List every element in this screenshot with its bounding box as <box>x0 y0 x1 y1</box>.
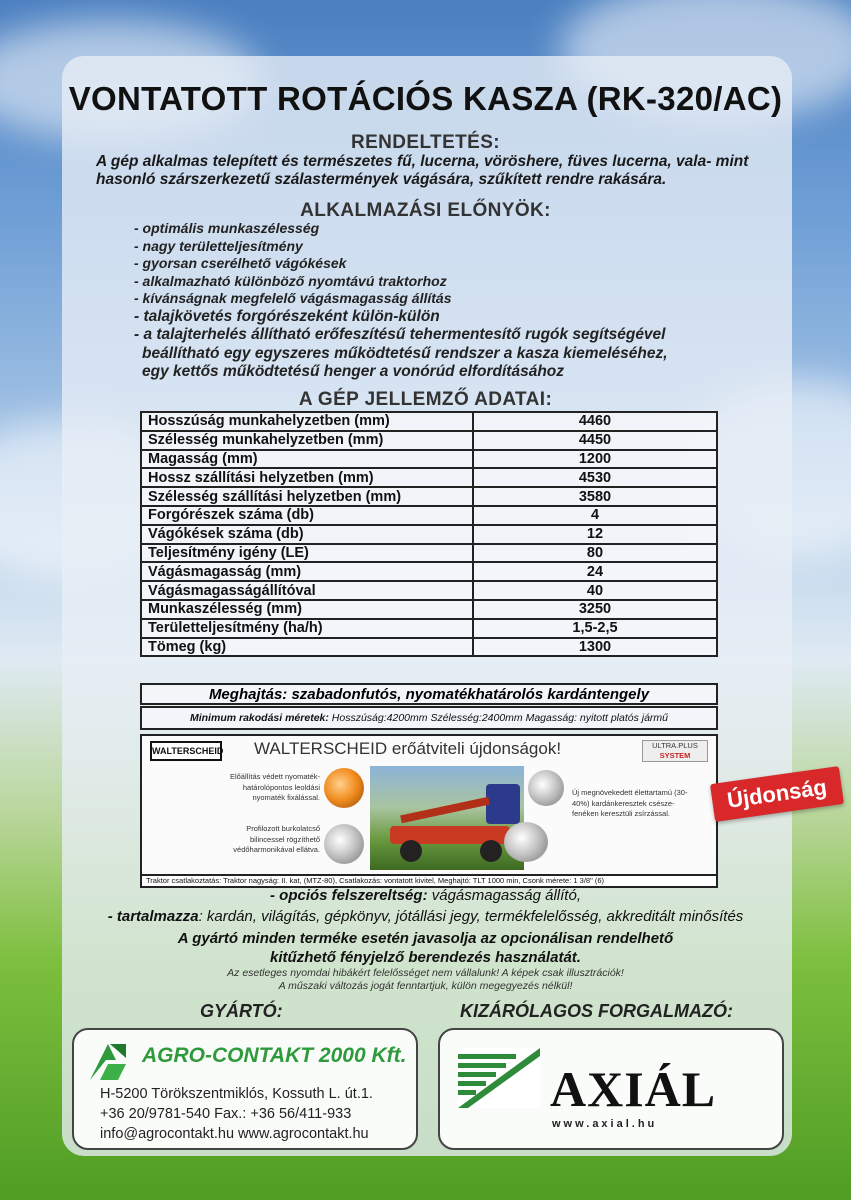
advantages-list <box>134 220 774 382</box>
cross-joint-image <box>528 770 564 806</box>
advantages-heading: ALKALMAZÁSI ELŐNYÖK: <box>300 200 551 221</box>
spec-label: Vágókések száma (db) <box>141 525 473 544</box>
includes-line <box>0 908 851 925</box>
specs-heading: A GÉP JELLEMZŐ ADATAI: <box>298 389 553 410</box>
joint-parts-image <box>504 822 548 862</box>
spec-row <box>141 431 717 450</box>
spec-row <box>141 600 717 619</box>
spec-row <box>141 525 717 544</box>
manufacturer-heading: GYÁRTÓ: <box>200 1001 283 1021</box>
wheel-shape <box>480 840 502 862</box>
spec-row <box>141 506 717 525</box>
spec-value: 3580 <box>473 487 717 506</box>
drive-info: Meghajtás: szabadonfutós, nyomatékhatárolós kardántengely <box>140 683 718 705</box>
walterscheid-note-2: Profilozott burkolatcső bilincessel rögzíthető védőharmonikával ellátva. <box>233 824 320 854</box>
page-title: VONTATOTT ROTÁCIÓS KASZA (RK-320/AC) <box>68 80 783 117</box>
advantage-item: - kívánságnak megfelelő vágásmagasság állítás <box>134 290 452 306</box>
spec-value: 80 <box>473 544 717 563</box>
recommend-line: kitűzhető fényjelző berendezés használatát. <box>270 949 581 966</box>
spec-value: 4460 <box>473 412 717 431</box>
ultra-plus-badge <box>642 740 708 762</box>
recommendation <box>0 929 851 967</box>
badge-top: ULTRA.PLUS <box>652 741 698 750</box>
manufacturer-name: AGRO-CONTAKT 2000 Kft. <box>142 1044 407 1067</box>
distributor-url: www.axial.hu <box>552 1118 658 1130</box>
advantage-item: - optimális munkaszélesség <box>134 220 320 236</box>
min-dims-label: Minimum rakodási méretek: <box>189 712 329 724</box>
disclaimer <box>0 967 851 992</box>
manufacturer-phone: +36 20/9781-540 Fax.: +36 56/411-933 <box>100 1106 352 1122</box>
advantage-item: egy kettős működtetésű henger a vonórúd elfordításához <box>142 363 565 380</box>
spec-row <box>141 581 717 600</box>
spec-label: Vágásmagasságállítóval <box>141 581 473 600</box>
disclaimer-line: A műszaki változás jogát fenntartjuk, külön megegyezés nélkül! <box>278 979 573 992</box>
spec-row <box>141 450 717 469</box>
mower-photo <box>370 766 524 870</box>
agro-contakt-logo-icon <box>86 1040 130 1084</box>
spec-row <box>141 562 717 581</box>
torque-limiter-image <box>324 768 364 808</box>
spec-label: Szélesség munkahelyzetben (mm) <box>141 431 473 450</box>
walterscheid-headline: WALTERSCHEID erőátviteli újdonságok! <box>254 739 562 758</box>
spec-value: 12 <box>473 525 717 544</box>
walterscheid-note-3: Új megnövekedett élettartamú (30-40%) kardánkeresztek csésze- fenéken keresztüli zsírzással. <box>572 788 688 818</box>
recommend-line: A gyártó minden terméke esetén javasolja az opcionálisan rendelhető <box>177 930 674 947</box>
advantage-item: beállítható egy egyszeres működtetésű rendszer a kasza kiemeléséhez, <box>142 344 668 362</box>
includes-label: - tartalmazza <box>107 908 199 925</box>
distributor-heading: KIZÁRÓLAGOS FORGALMAZÓ: <box>460 1001 733 1021</box>
new-badge: Újdonság <box>710 766 844 822</box>
advantage-item: - talajkövetés forgórészeként külön-külön <box>134 307 440 325</box>
spec-label: Szélesség szállítási helyzetben (mm) <box>141 487 473 506</box>
spec-row <box>141 619 717 638</box>
wheel-shape <box>400 840 422 862</box>
walterscheid-ad <box>140 734 718 886</box>
mower-arm-shape <box>400 797 490 824</box>
spec-label: Hosszúság munkahelyzetben (mm) <box>141 412 473 431</box>
purpose-text: A gép alkalmas telepített és természetes fű, lucerna, vöröshere, füves lucerna, vala- mint hasonló szárszerkezetű szálastermények vágására, szűkített rendre rakására. <box>96 153 749 188</box>
spec-table <box>140 411 718 657</box>
axial-logo-icon <box>458 1048 540 1108</box>
advantage-item: - alkalmazható különböző nyomtávú traktorhoz <box>134 272 447 289</box>
spec-value: 40 <box>473 581 717 600</box>
optional-text: vágásmagasság állító, <box>427 887 581 904</box>
distributor-card <box>438 1028 784 1150</box>
distributor-name: AXIÁL <box>550 1061 717 1117</box>
spec-value: 4530 <box>473 468 717 487</box>
spec-value: 4 <box>473 506 717 525</box>
min-loading-dims <box>140 706 718 730</box>
tractor-connection-info: Traktor csatlakoztatás: Traktor nagyság: II. kat, (MTZ-80), Csatlakozás: vontatott kivitel, Meghajtó: TLT 1000 min, Csonk mérete: 1 3/8" (6) <box>140 874 718 888</box>
spec-label: Területteljesítmény (ha/h) <box>141 619 473 638</box>
spec-row <box>141 487 717 506</box>
height-value: nyitott platós jármű <box>579 712 669 724</box>
spec-value: 4450 <box>473 431 717 450</box>
manufacturer-card <box>72 1028 418 1150</box>
walterscheid-note-1: Előállítás védett nyomaték- határolópontos leoldási nyomaték fixálással. <box>229 772 320 802</box>
spec-row <box>141 638 717 657</box>
tractor-shape <box>486 784 520 824</box>
spec-label: Magasság (mm) <box>141 450 473 469</box>
manufacturer-address: H-5200 Törökszentmiklós, Kossuth L. út.1. <box>100 1086 373 1102</box>
spec-row <box>141 468 717 487</box>
includes-text: : kardán, világítás, gépkönyv, jótállási jegy, termékfelelősség, akkreditált minősítés <box>198 908 744 925</box>
width-label: Szélesség: <box>430 712 482 724</box>
spec-label: Tömeg (kg) <box>141 638 473 657</box>
width-value: 2400mm <box>481 712 523 724</box>
spec-value: 24 <box>473 562 717 581</box>
disclaimer-line: Az esetleges nyomdai hibákért felelősséget nem vállalunk! A képek csak illusztrációk! <box>227 967 624 979</box>
advantage-item: - gyorsan cserélhető vágókések <box>134 255 347 271</box>
spec-value: 3250 <box>473 600 717 619</box>
spec-label: Teljesítmény igény (LE) <box>141 544 473 563</box>
spec-value: 1300 <box>473 638 717 657</box>
walterscheid-logo: WALTERSCHEID <box>150 741 222 761</box>
spec-value: 1200 <box>473 450 717 469</box>
spec-value: 1,5-2,5 <box>473 619 717 638</box>
height-label: Magasság: <box>525 712 577 724</box>
spec-label: Munkaszélesség (mm) <box>141 600 473 619</box>
advantage-item: - a talajterhelés állítható erőfeszítésű tehermentesítő rugók segítségével <box>134 326 666 343</box>
purpose-heading: RENDELTETÉS: <box>350 132 501 153</box>
optional-label: - opciós felszereltség: <box>270 887 428 904</box>
spec-row <box>141 544 717 563</box>
spec-label: Hossz szállítási helyzetben (mm) <box>141 468 473 487</box>
length-value: 4200mm <box>386 712 428 724</box>
badge-bottom: SYSTEM <box>659 751 691 760</box>
spec-label: Vágásmagasság (mm) <box>141 562 473 581</box>
optional-equipment <box>0 887 851 904</box>
spec-label: Forgórészek száma (db) <box>141 506 473 525</box>
spec-row <box>141 412 717 431</box>
advantage-item: - nagy területteljesítmény <box>134 237 303 254</box>
length-label: Hosszúság: <box>331 712 387 724</box>
shaft-guard-image <box>324 824 364 864</box>
manufacturer-contact: info@agrocontakt.hu www.agrocontakt.hu <box>100 1126 369 1142</box>
